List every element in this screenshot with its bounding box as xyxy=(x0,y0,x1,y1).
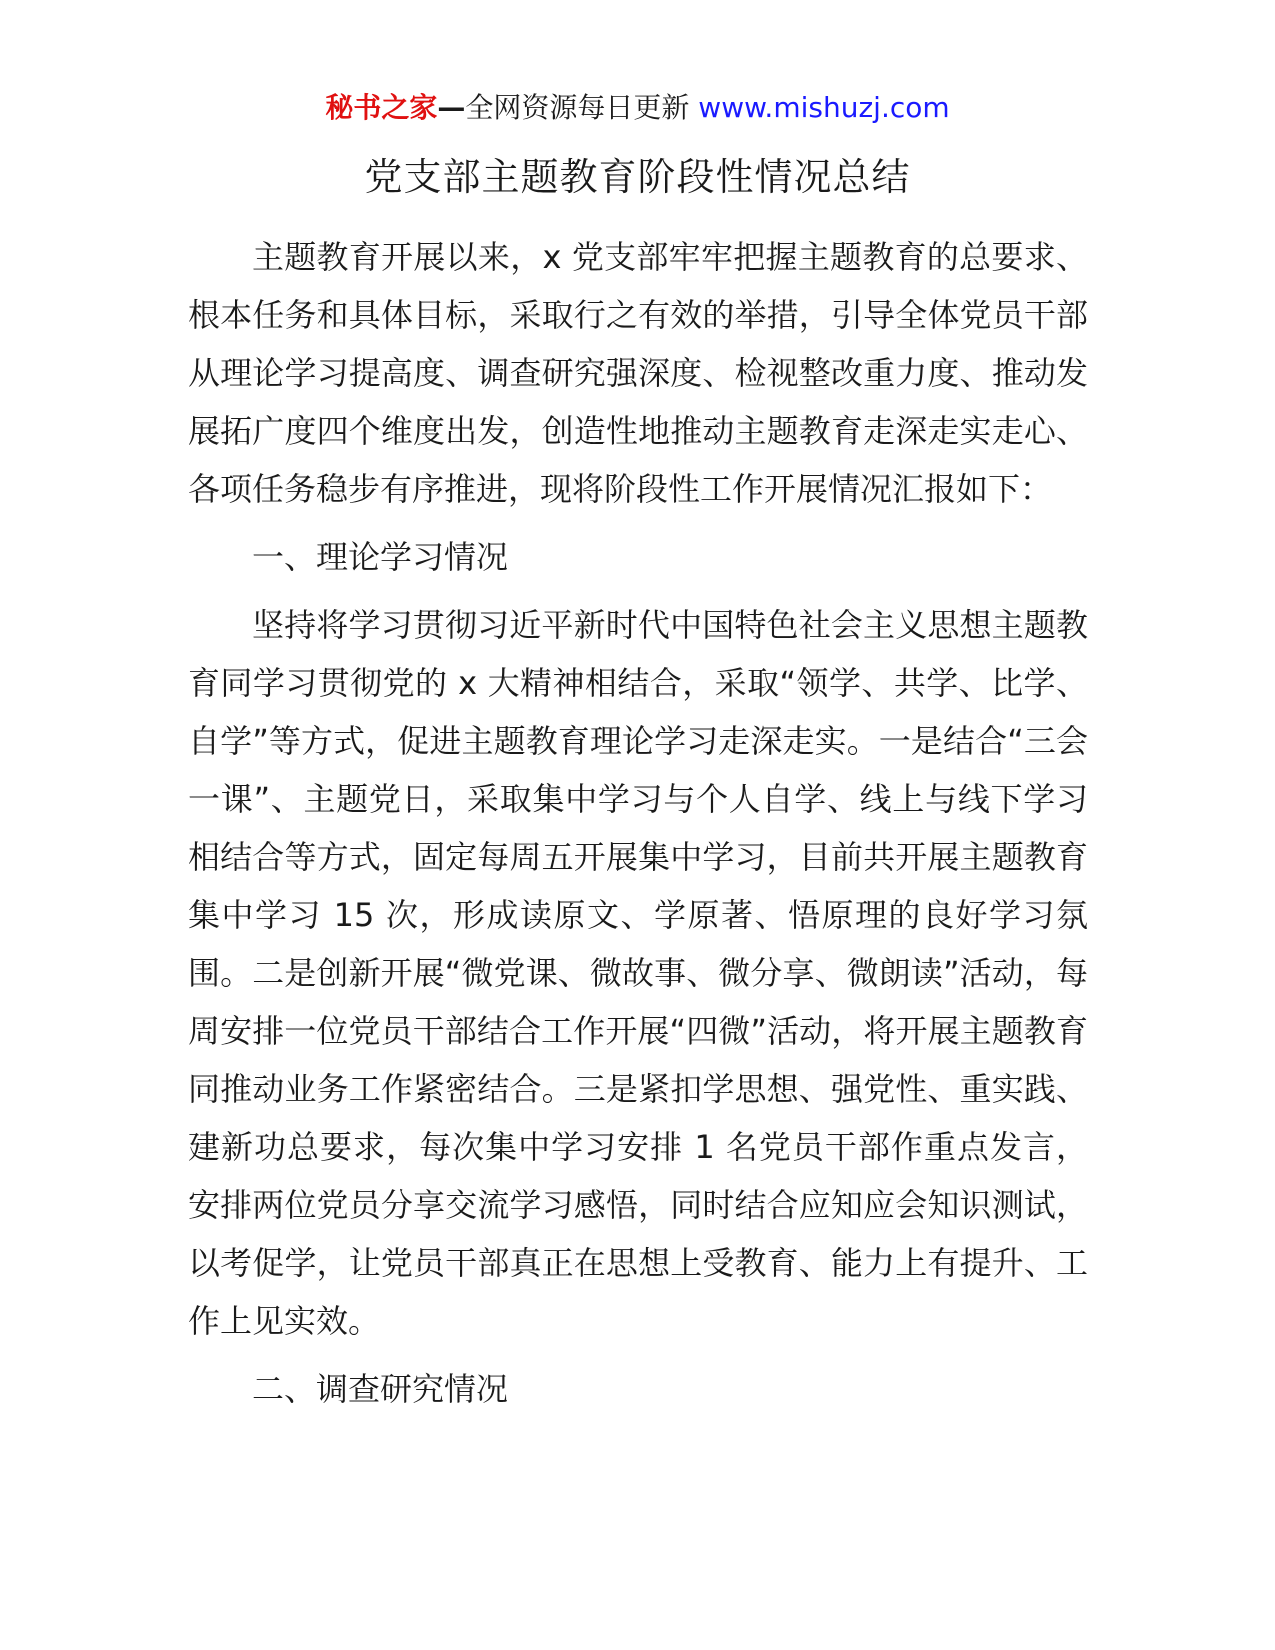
site-header xyxy=(0,88,1275,128)
site-url-link[interactable]: www.mishuzj.com xyxy=(698,91,950,124)
theory-paragraph: 坚持将学习贯彻习近平新时代中国特色社会主义思想主题教育同学习贯彻党的 x 大精神相结合，采取“领学、共学、比学、自学”等方式，促进主题教育理论学习走深走实。一是结合“三会一课”、主题党日，采取集中学习与个人自学、线上与线下学习相结合等方式，固定每周五开展集中学习，目前共开展主题教育集中学习 15 次，形成读原文、学原著、悟原理的良好学习氛围。二是创新开展“微党课、微故事、微分享、微朗读”活动，每周安排一位党员干部结合工作开展“四微”活动，将开展主题教育同推动业务工作紧密结合。三是紧扣学思想、强党性、重实践、建新功总要求，每次集中学习安排 1 名党员干部作重点发言，安排两位党员分享交流学习感悟，同时结合应知应会知识测试，以考促学，让党员干部真正在思想上受教育、能力上有提升、工作上见实效。 xyxy=(188,606,1088,1340)
header-tagline: 全网资源每日更新 xyxy=(465,91,690,124)
brand-name: 秘书之家 xyxy=(325,91,438,124)
intro-paragraph: 主题教育开展以来，x 党支部牢牢把握主题教育的总要求、根本任务和具体目标，采取行之有效的举措，引导全体党员干部从理论学习提高度、调查研究强深度、检视整改重力度、推动发展拓广度四个维度出发，创造性地推动主题教育走深走实走心、各项任务稳步有序推进，现将阶段性工作开展情况汇报如下： xyxy=(188,238,1088,508)
document-title: 党支部主题教育阶段性情况总结 xyxy=(364,155,911,199)
section-heading-theory: 一、理论学习情况 xyxy=(252,538,509,576)
header-dash: — xyxy=(437,91,466,124)
document-body xyxy=(188,228,1088,1428)
section-heading-research: 二、调查研究情况 xyxy=(252,1370,509,1408)
